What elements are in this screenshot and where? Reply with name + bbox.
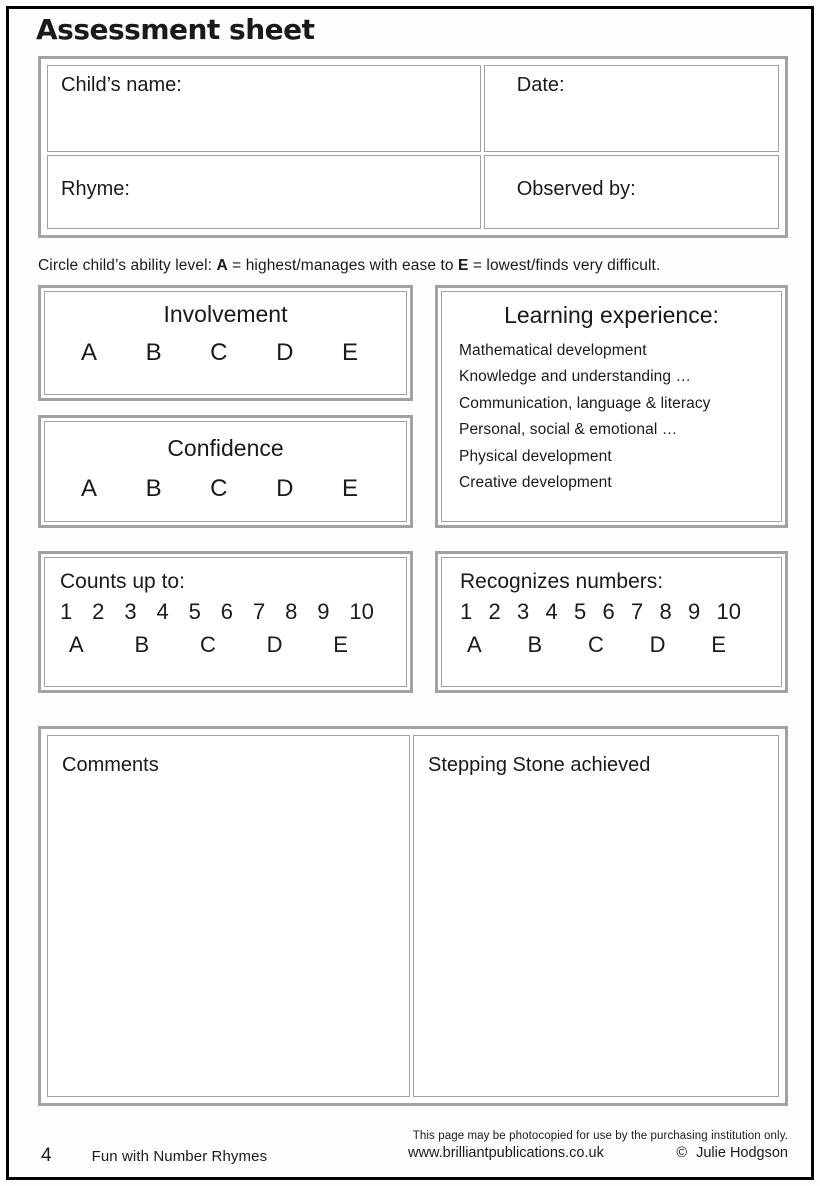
book-title: Fun with Number Rhymes (91, 1147, 268, 1165)
ability-letter: D (649, 631, 666, 657)
info-table-grid (44, 62, 782, 232)
childs-name-label: Child’s name: (61, 73, 182, 96)
copyright-symbol: © (676, 1144, 688, 1161)
counts-up-to-title: Counts up to: (60, 569, 185, 593)
number-value: 4 (545, 598, 558, 624)
number-value: 10 (716, 598, 741, 624)
instruction-mid: = highest/manages with ease to (227, 256, 458, 274)
recognizes-numbers-title: Recognizes numbers: (460, 569, 664, 593)
number-value: 10 (349, 598, 374, 624)
ability-letter: C (199, 631, 216, 657)
footer-right (408, 1130, 788, 1167)
page-number: 4 (41, 1144, 52, 1166)
learning-experience-title: Learning experience: (504, 301, 719, 328)
number-boxes-row (38, 551, 788, 693)
ability-letter: B (527, 631, 543, 657)
author-name: Julie Hodgson (696, 1144, 788, 1161)
number-value: 9 (688, 598, 701, 624)
learning-experience-item: Physical development (459, 447, 612, 465)
page-title: Assessment sheet (36, 13, 315, 46)
ability-letter: B (145, 474, 162, 502)
instruction-letter-a: A (216, 256, 228, 274)
number-value: 2 (92, 598, 105, 624)
ability-letter: A (69, 631, 84, 657)
comments-grid (44, 732, 782, 1100)
number-value: 6 (220, 598, 234, 624)
ability-letter: A (81, 338, 98, 366)
ability-letter: E (341, 474, 358, 502)
ability-instruction (38, 257, 788, 275)
confidence-title: Confidence (167, 434, 284, 461)
instruction-suffix: = lowest/finds very difficult. (468, 256, 661, 274)
number-value: 7 (631, 598, 644, 624)
ability-letter: A (467, 631, 482, 657)
learning-experience-box (435, 285, 788, 528)
comments-label: Comments (62, 753, 159, 776)
counts-letters (45, 625, 406, 658)
page-border-frame (6, 6, 814, 1180)
recognizes-numbers (442, 594, 781, 625)
number-value: 8 (659, 598, 672, 624)
recognizes-column (435, 551, 788, 693)
number-value: 3 (517, 598, 530, 624)
ability-letter: D (266, 631, 283, 657)
number-value: 8 (285, 598, 298, 624)
recognizes-letters (442, 625, 781, 658)
page-content (9, 15, 811, 1167)
number-value: 5 (188, 598, 201, 624)
rhyme-label: Rhyme: (61, 177, 130, 200)
counts-up-to-box (38, 551, 413, 693)
learning-experience-item: Personal, social & emotional … (459, 421, 678, 439)
ability-letter: D (276, 474, 294, 502)
copyright (676, 1145, 788, 1161)
confidence-letters (45, 462, 406, 503)
rhyme-cell (47, 155, 481, 229)
number-value: 3 (124, 598, 137, 624)
confidence-box (38, 415, 413, 528)
number-value: 1 (60, 598, 73, 624)
number-value: 5 (574, 598, 587, 624)
ability-letter: E (341, 338, 358, 366)
observed-by-cell (484, 155, 779, 229)
ability-letter: E (711, 631, 726, 657)
website-url: www.brilliantpublications.co.uk (408, 1144, 604, 1161)
recognizes-numbers-box (435, 551, 788, 693)
page-footer (38, 1130, 788, 1167)
ability-letter: B (134, 631, 150, 657)
date-label: Date: (516, 73, 565, 96)
number-value: 9 (317, 598, 330, 624)
stepping-stone-label: Stepping Stone achieved (428, 753, 651, 776)
counts-column (38, 551, 413, 693)
learning-experience-item: Mathematical development (459, 341, 647, 359)
photocopy-notice: This page may be photocopied for use by the purchasing institution only. (412, 1129, 788, 1142)
number-value: 2 (488, 598, 501, 624)
number-value: 7 (252, 598, 266, 624)
number-value: 4 (156, 598, 169, 624)
footer-line2 (408, 1145, 788, 1161)
learning-experience-item: Creative development (459, 474, 612, 492)
ability-letter: C (587, 631, 604, 657)
date-cell (484, 65, 779, 152)
right-column (435, 285, 788, 528)
ability-letter: E (333, 631, 348, 657)
info-table (38, 56, 788, 238)
comments-box (38, 726, 788, 1106)
ability-letter: C (210, 474, 228, 502)
footer-left (38, 1145, 267, 1167)
instruction-prefix: Circle child’s ability level: (38, 256, 217, 274)
number-value: 6 (602, 598, 615, 624)
counts-numbers (45, 594, 406, 625)
ability-letter: C (210, 338, 228, 366)
observed-by-label: Observed by: (516, 177, 636, 200)
ability-letter: A (81, 474, 98, 502)
ability-boxes-row (38, 285, 788, 528)
childs-name-cell (47, 65, 481, 152)
learning-experience-item: Communication, language & literacy (459, 394, 711, 412)
ability-letter: D (276, 338, 294, 366)
number-value: 1 (460, 598, 473, 624)
left-column (38, 285, 413, 528)
involvement-letters (45, 328, 406, 367)
involvement-title: Involvement (163, 300, 288, 327)
comments-cell (47, 735, 410, 1097)
instruction-letter-e: E (458, 256, 469, 274)
learning-experience-item: Knowledge and understanding … (459, 368, 692, 386)
ability-letter: B (145, 338, 162, 366)
stepping-stone-cell (413, 735, 779, 1097)
involvement-box (38, 285, 413, 401)
learning-experience-list (442, 338, 781, 497)
